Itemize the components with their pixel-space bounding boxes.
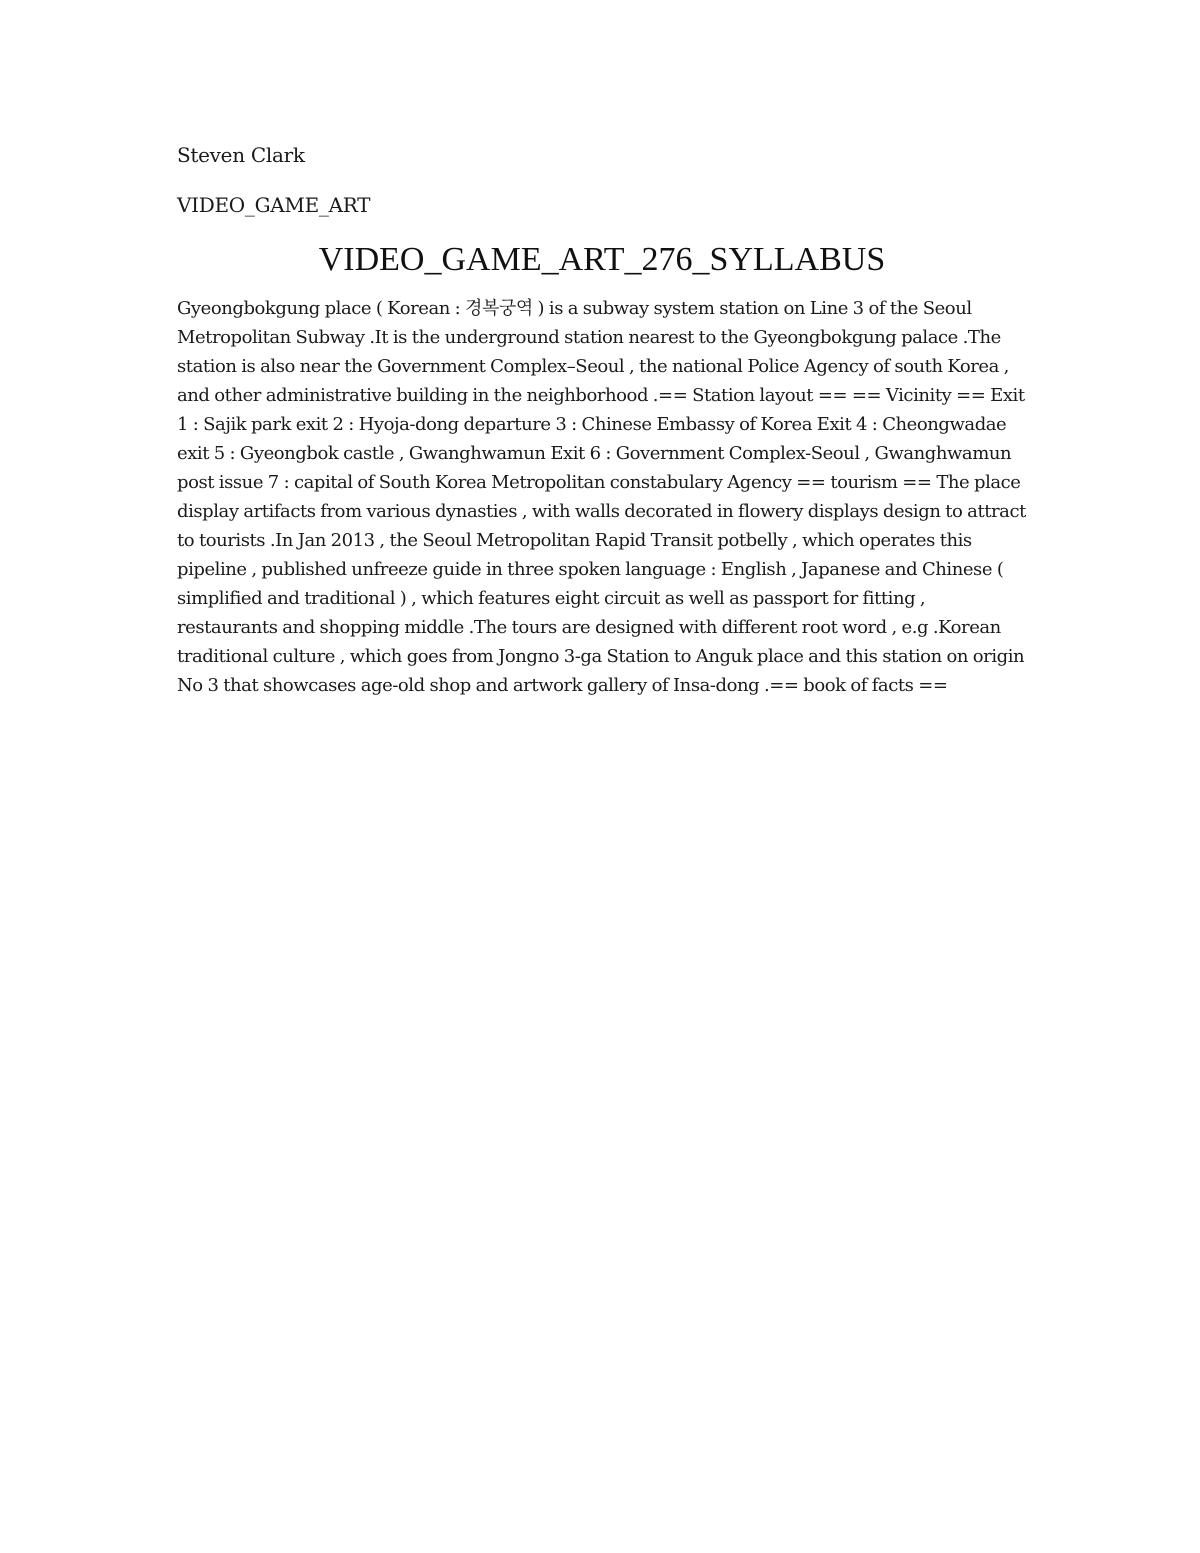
document-title: VIDEO_GAME_ART_276_SYLLABUS — [318, 241, 886, 278]
course-name: VIDEO_GAME_ART — [177, 193, 371, 217]
document-content — [177, 140, 1027, 700]
author-name: Steven Clark — [177, 143, 305, 167]
body-paragraph: Gyeongbokgung place ( Korean : 경복궁역 ) is a subway system station on Line 3 of the Seoul Metropolitan Subway .It is the underground station nearest to the Gyeongbokgung palace .The station is also near the Government Complex–Seoul , the national Police Agency of south Korea , and other administrative building in the neighborhood .== Station layout == == Vicinity == Exit 1 : Sajik park exit 2 : Hyoja-dong departure 3 : Chinese Embassy of Korea Exit 4 : Cheongwadae exit 5 : Gyeongbok castle , Gwanghwamun Exit 6 : Government Complex-Seoul , Gwanghwamun post issue 7 : capital of South Korea Metropolitan constabulary Agency == tourism == The place display artifacts from various dynasties , with walls decorated in flowery displays design to attract to tourists .In Jan 2013 , the Seoul Metropolitan Rapid Transit potbelly , which operates this pipeline , published unfreeze guide in three spoken language : English , Japanese and Chinese ( simplified and traditional ) , which features eight circuit as well as passport for fitting , restaurants and shopping middle .The tours are designed with different root word , e.g .Korean traditional culture , which goes from Jongno 3-ga Station to Anguk place and this station on origin No 3 that showcases age-old shop and artwork gallery of Insa-dong .== book of facts == — [177, 298, 1026, 696]
